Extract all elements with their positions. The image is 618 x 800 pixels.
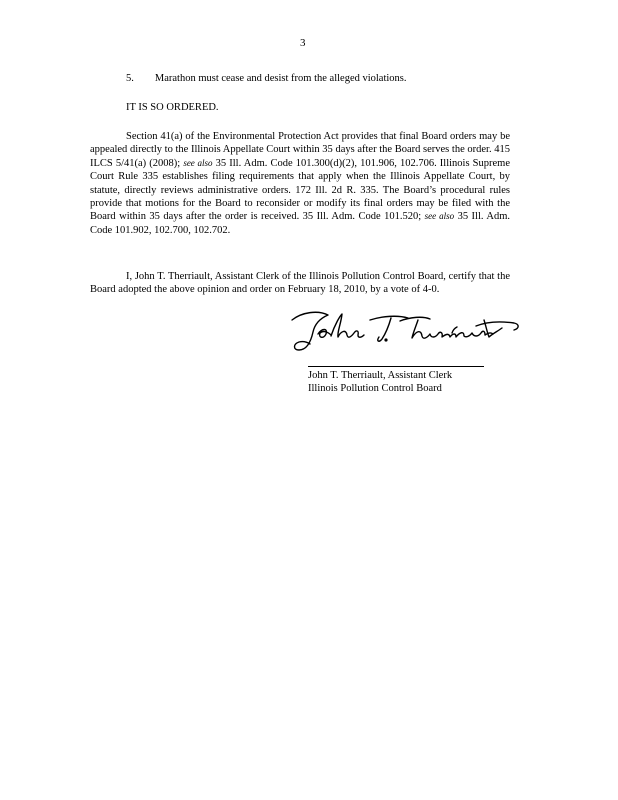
page-number: 3 <box>300 37 306 49</box>
signer-name-title: John T. Therriault, Assistant Clerk <box>308 370 453 381</box>
see-also-1: see also <box>183 157 213 168</box>
notice-text-3: 35 Ill. Adm. Code 101.902, 102.700, 102.702. <box>90 211 510 236</box>
order-item-5 <box>90 72 510 85</box>
certification-paragraph: I, John T. Therriault, Assistant Clerk of the Illinois Pollution Control Board, certify that the Board adopted the above opinion and order on February 18, 2010, by a vote of 4-0. <box>90 271 510 296</box>
appeal-notice-paragraph <box>90 130 510 237</box>
notice-text-2: 35 Ill. Adm. Code 101.300(d)(2), 101.906, 102.706. Illinois Supreme Court Rule 335 establishes filing requirements that apply when the Illinois Appellate Court, by statute, directly reviews administrative orders. 172 Ill. 2d R. 335. The Board’s procedural rules provide that motions for the Board to reconsider or modify its final orders may be filed with the Board within 35 days after the order is received. 35 Ill. Adm. Code 101.520; <box>90 157 510 223</box>
handwritten-signature <box>288 306 528 356</box>
so-ordered-line: IT IS SO ORDERED. <box>126 102 219 113</box>
notice-text-1: Section 41(a) of the Environmental Protection Act provides that final Board orders may be appealed directly to the Illinois Appellate Court within 35 days after the Board serves the order. 415 ILCS 5/41(a) (2008); <box>90 131 510 169</box>
see-also-2: see also <box>424 211 455 222</box>
signer-organization: Illinois Pollution Control Board <box>308 383 442 395</box>
item-text: Marathon must cease and desist from the alleged violations. <box>154 73 407 84</box>
signature-line <box>308 366 484 367</box>
signer-block <box>308 369 452 396</box>
item-number: 5. <box>126 73 134 84</box>
